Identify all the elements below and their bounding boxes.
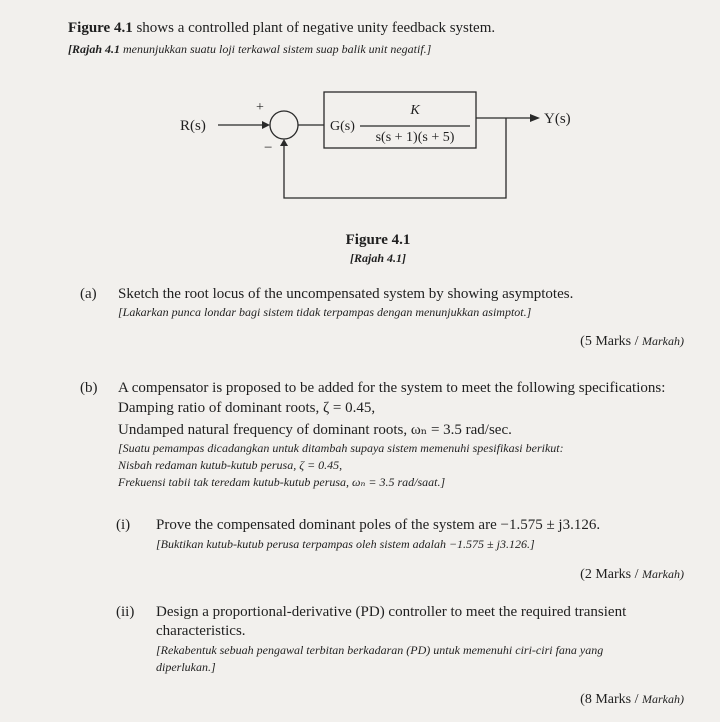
figure-reference: Figure 4.1 [68,20,133,36]
part-b-i-marks [580,567,684,583]
input-label: R(s) [180,118,206,134]
part-b-ms3: Frekuensi tabii tak teredam kutub-kutub perusa, ωₙ = 3.5 rad/saat.] [118,475,446,489]
part-b-ms1: [Suatu pemampas dicadangkan untuk ditambah supaya sistem memenuhi spesifikasi berikut: [118,441,564,455]
part-a-question: Sketch the root locus of the uncompensated system by showing asymptotes. [118,286,574,302]
part-a-question-ms: [Lakarkan punca londar bagi sistem tidak terpampas dengan menunjukkan asimptot.] [118,305,532,319]
part-b-ii-ms1: [Rekabentuk sebuah pengawal terbitan berkadaran (PD) untuk memenuhi ciri-ciri fana yang [156,643,604,657]
plus-sign: + [256,100,264,115]
part-a-marks-ms: Markah) [642,334,684,348]
output-label: Y(s) [544,111,571,127]
part-b-i-label: (i) [116,517,131,533]
part-b-i-marks-ms: Markah) [642,567,684,581]
minus-sign: − [264,140,273,156]
part-b-ms2: Nisbah redaman kutub-kutub perusa, ζ = 0.45, [118,458,343,472]
part-b-ii-marks-ms: Markah) [642,692,684,706]
part-b-label: (b) [80,380,98,396]
part-b-i-question: Prove the compensated dominant poles of the system are −1.575 ± j3.126. [156,517,601,533]
part-b-ii-label: (ii) [116,604,135,620]
figure-caption-ms: [Rajah 4.1] [349,251,407,265]
part-b-ii-marks-en: (8 Marks / [580,692,639,707]
figure-caption: Figure 4.1 [345,232,411,248]
part-b-line2: Damping ratio of dominant roots, ζ = 0.45, [118,400,376,416]
part-b-ii-marks [580,692,684,708]
denominator: s(s + 1)(s + 5) [375,130,455,145]
input-arrowhead [262,121,270,129]
intro-text: shows a controlled plant of negative unity feedback system. [132,20,496,36]
part-b-ii-line2: characteristics. [156,623,246,639]
plant-label: G(s) [330,119,355,134]
part-a-marks-en: (5 Marks / [580,334,639,349]
output-arrowhead [530,114,540,122]
part-b-i-question-ms: [Buktikan kutub-kutub perusa terpampas oleh sistem adalah −1.575 ± j3.126.] [156,537,535,551]
part-b-line1: A compensator is proposed to be added for the system to meet the following specifications: [118,380,666,396]
numerator: K [410,103,420,118]
part-a-label: (a) [80,286,97,302]
part-b-i-marks-en: (2 Marks / [580,567,639,582]
part-a-marks [580,334,684,350]
feedback-arrowhead [280,139,288,146]
intro-ms-ref: [Rajah 4.1 [68,42,121,56]
part-b-ii-line1: Design a proportional-derivative (PD) controller to meet the required transient [156,604,627,620]
block-diagram [0,0,720,280]
intro-ms-text: menunjukkan suatu loji terkawal sistem suap balik unit negatif.] [120,42,432,56]
summing-junction [270,111,298,139]
part-b-ii-ms2: diperlukan.] [156,660,216,674]
part-b-line3: Undamped natural frequency of dominant roots, ωₙ = 3.5 rad/sec. [118,422,512,438]
